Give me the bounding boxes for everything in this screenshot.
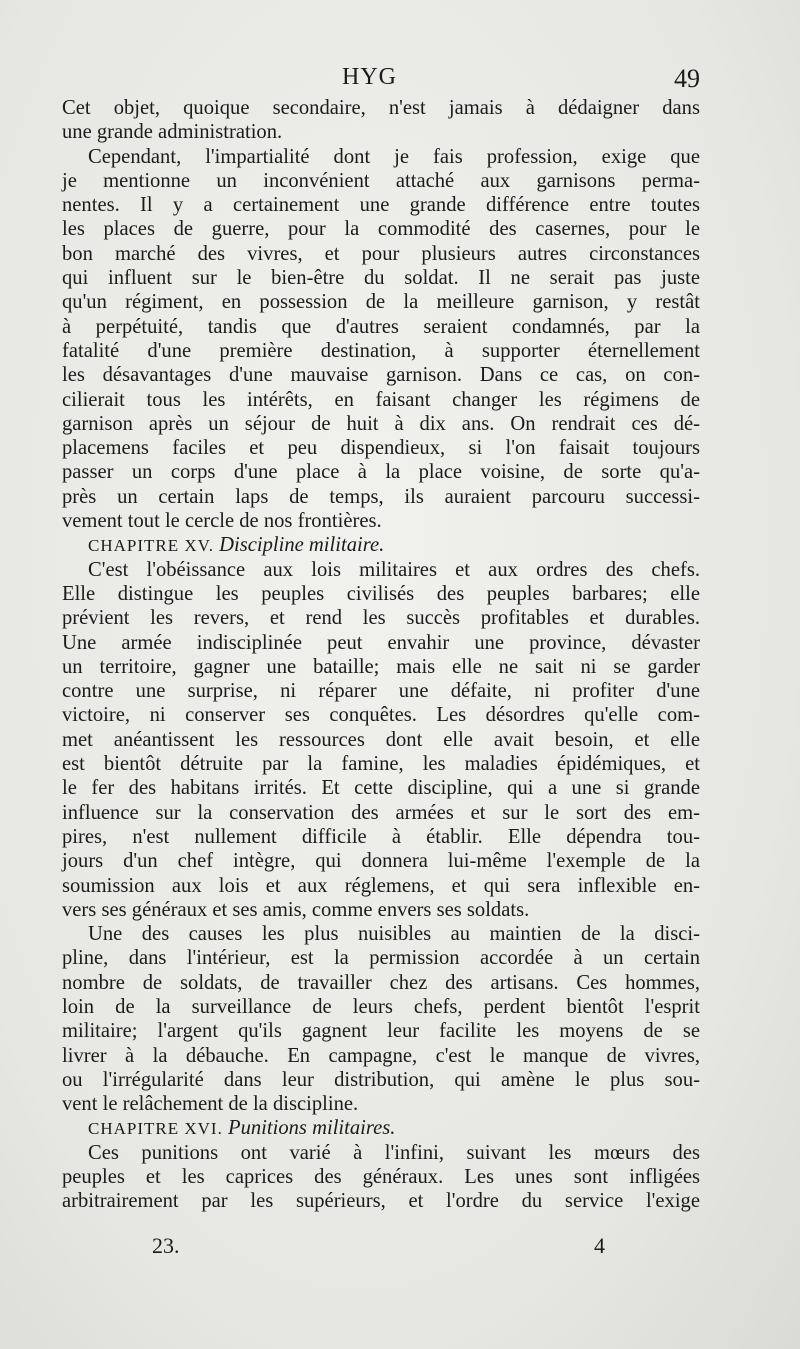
text-line: ou l'irrégularité dans leur distribution, qui amène le plus sou- (62, 1068, 700, 1091)
text-line: nentes. Il y a certainement une grande différence entre toutes (62, 194, 700, 217)
chapter-heading (62, 1116, 700, 1140)
text-line: Elle distingue les peuples civilisés des peuples barbares; elle (62, 582, 700, 605)
text-line: à perpétuité, tandis que d'autres seraient condamnés, par la (62, 315, 700, 338)
text-line: pires, n'est nullement difficile à établir. Elle dépendra tou- (62, 825, 700, 848)
text-line: met anéantissent les ressources dont elle avait besoin, et elle (62, 728, 700, 751)
signature-number: 4 (594, 1233, 605, 1258)
text-line: qu'un régiment, en possession de la meilleure garnison, y restât (62, 291, 700, 314)
text-line: les places de guerre, pour la commodité des casernes, pour le (62, 218, 700, 241)
text-line: vent le relâchement de la discipline. (62, 1093, 359, 1116)
text-line: un territoire, gagner une bataille; mais elle ne sait ni se garder (62, 655, 700, 678)
text-line: vers ses généraux et ses amis, comme envers ses soldats. (62, 898, 530, 921)
page-header (62, 64, 700, 98)
text-line: influence sur la conservation des armées et sur le sort des em- (62, 801, 700, 824)
text-line: vement tout le cercle de nos frontières. (62, 510, 382, 533)
text-line: cilierait tous les intérêts, en faisant changer les régimens de (62, 388, 700, 411)
text-line: C'est l'obéissance aux lois militaires et aux ordres des chefs. (88, 558, 700, 581)
chapter-title: Discipline militaire. (219, 534, 385, 557)
text-line: Une des causes les plus nuisibles au maintien de la disci- (88, 923, 700, 946)
text-line: pline, dans l'intérieur, est la permission accordée à un certain (62, 947, 700, 970)
text-line: arbitrairement par les supérieurs, et l'ordre du service l'exige (62, 1190, 700, 1213)
text-line: livrer à la débauche. En campagne, c'est le manque de vivres, (62, 1044, 700, 1067)
text-line: je mentionne un inconvénient attaché aux garnisons perma- (62, 169, 700, 192)
text-line: loin de la surveillance de leurs chefs, perdent bientôt l'esprit (62, 995, 700, 1018)
text-line: qui influent sur le bien-être du soldat. Il ne serait pas juste (62, 267, 700, 290)
chapter-heading (62, 533, 700, 557)
page-number: 49 (674, 64, 700, 93)
chapter-number: CHAPITRE XVI. (88, 1119, 223, 1139)
text-line: militaire; l'argent qu'ils gagnent leur facilite les moyens de se (62, 1020, 700, 1043)
page-footer (62, 1233, 700, 1263)
text-line: peuples et les caprices des généraux. Les unes sont infligées (62, 1166, 700, 1189)
text-line: soumission aux lois et aux réglemens, et qui sera inflexible en- (62, 874, 700, 897)
text-line: Une armée indisciplinée peut envahir une province, dévaster (62, 631, 700, 654)
text-line: passer un corps d'une place à la place voisine, de sorte qu'a- (62, 461, 700, 484)
text-line: les désavantages d'une mauvaise garnison. Dans ce cas, on con- (62, 364, 700, 387)
chapter-number: CHAPITRE XV. (88, 536, 214, 556)
chapter-title: Punitions militaires. (228, 1117, 396, 1140)
text-line: une grande administration. (62, 121, 283, 144)
text-line: placemens faciles et peu dispendieux, si l'on faisait toujours (62, 437, 700, 460)
text-line: fatalité d'une première destination, à supporter éternellement (62, 339, 700, 362)
text-line: près un certain laps de temps, ils auraient parcouru successi- (62, 485, 700, 508)
text-line: garnison après un séjour de huit à dix ans. On rendrait ces dé- (62, 412, 700, 435)
text-line: nombre de soldats, de travailler chez des artisans. Ces hommes, (62, 971, 700, 994)
text-line: est bientôt détruite par la famine, les maladies épidémiques, et (62, 753, 700, 776)
text-line: Ces punitions ont varié à l'infini, suivant les mœurs des (88, 1141, 700, 1164)
text-line: jours d'un chef intègre, qui donnera lui-même l'exemple de la (62, 850, 700, 873)
text-line: contre une surprise, ni réparer une défaite, ni profiter d'une (62, 680, 700, 703)
text-line: prévient les revers, et rend les succès profitables et durables. (62, 607, 700, 630)
signature-mark: 23. (152, 1233, 180, 1258)
text-line: victoire, ni conserver ses conquêtes. Les désordres qu'elle com- (62, 704, 700, 727)
text-line: Cet objet, quoique secondaire, n'est jamais à dédaigner dans (62, 97, 700, 119)
running-head: HYG (342, 64, 397, 90)
text-line: bon marché des vivres, et pour plusieurs autres circonstances (62, 242, 700, 265)
text-line: le fer des habitans irrités. Et cette discipline, qui a une si grande (62, 777, 700, 800)
text-line: Cependant, l'impartialité dont je fais profession, exige que (88, 145, 700, 168)
body-text (62, 96, 700, 1214)
